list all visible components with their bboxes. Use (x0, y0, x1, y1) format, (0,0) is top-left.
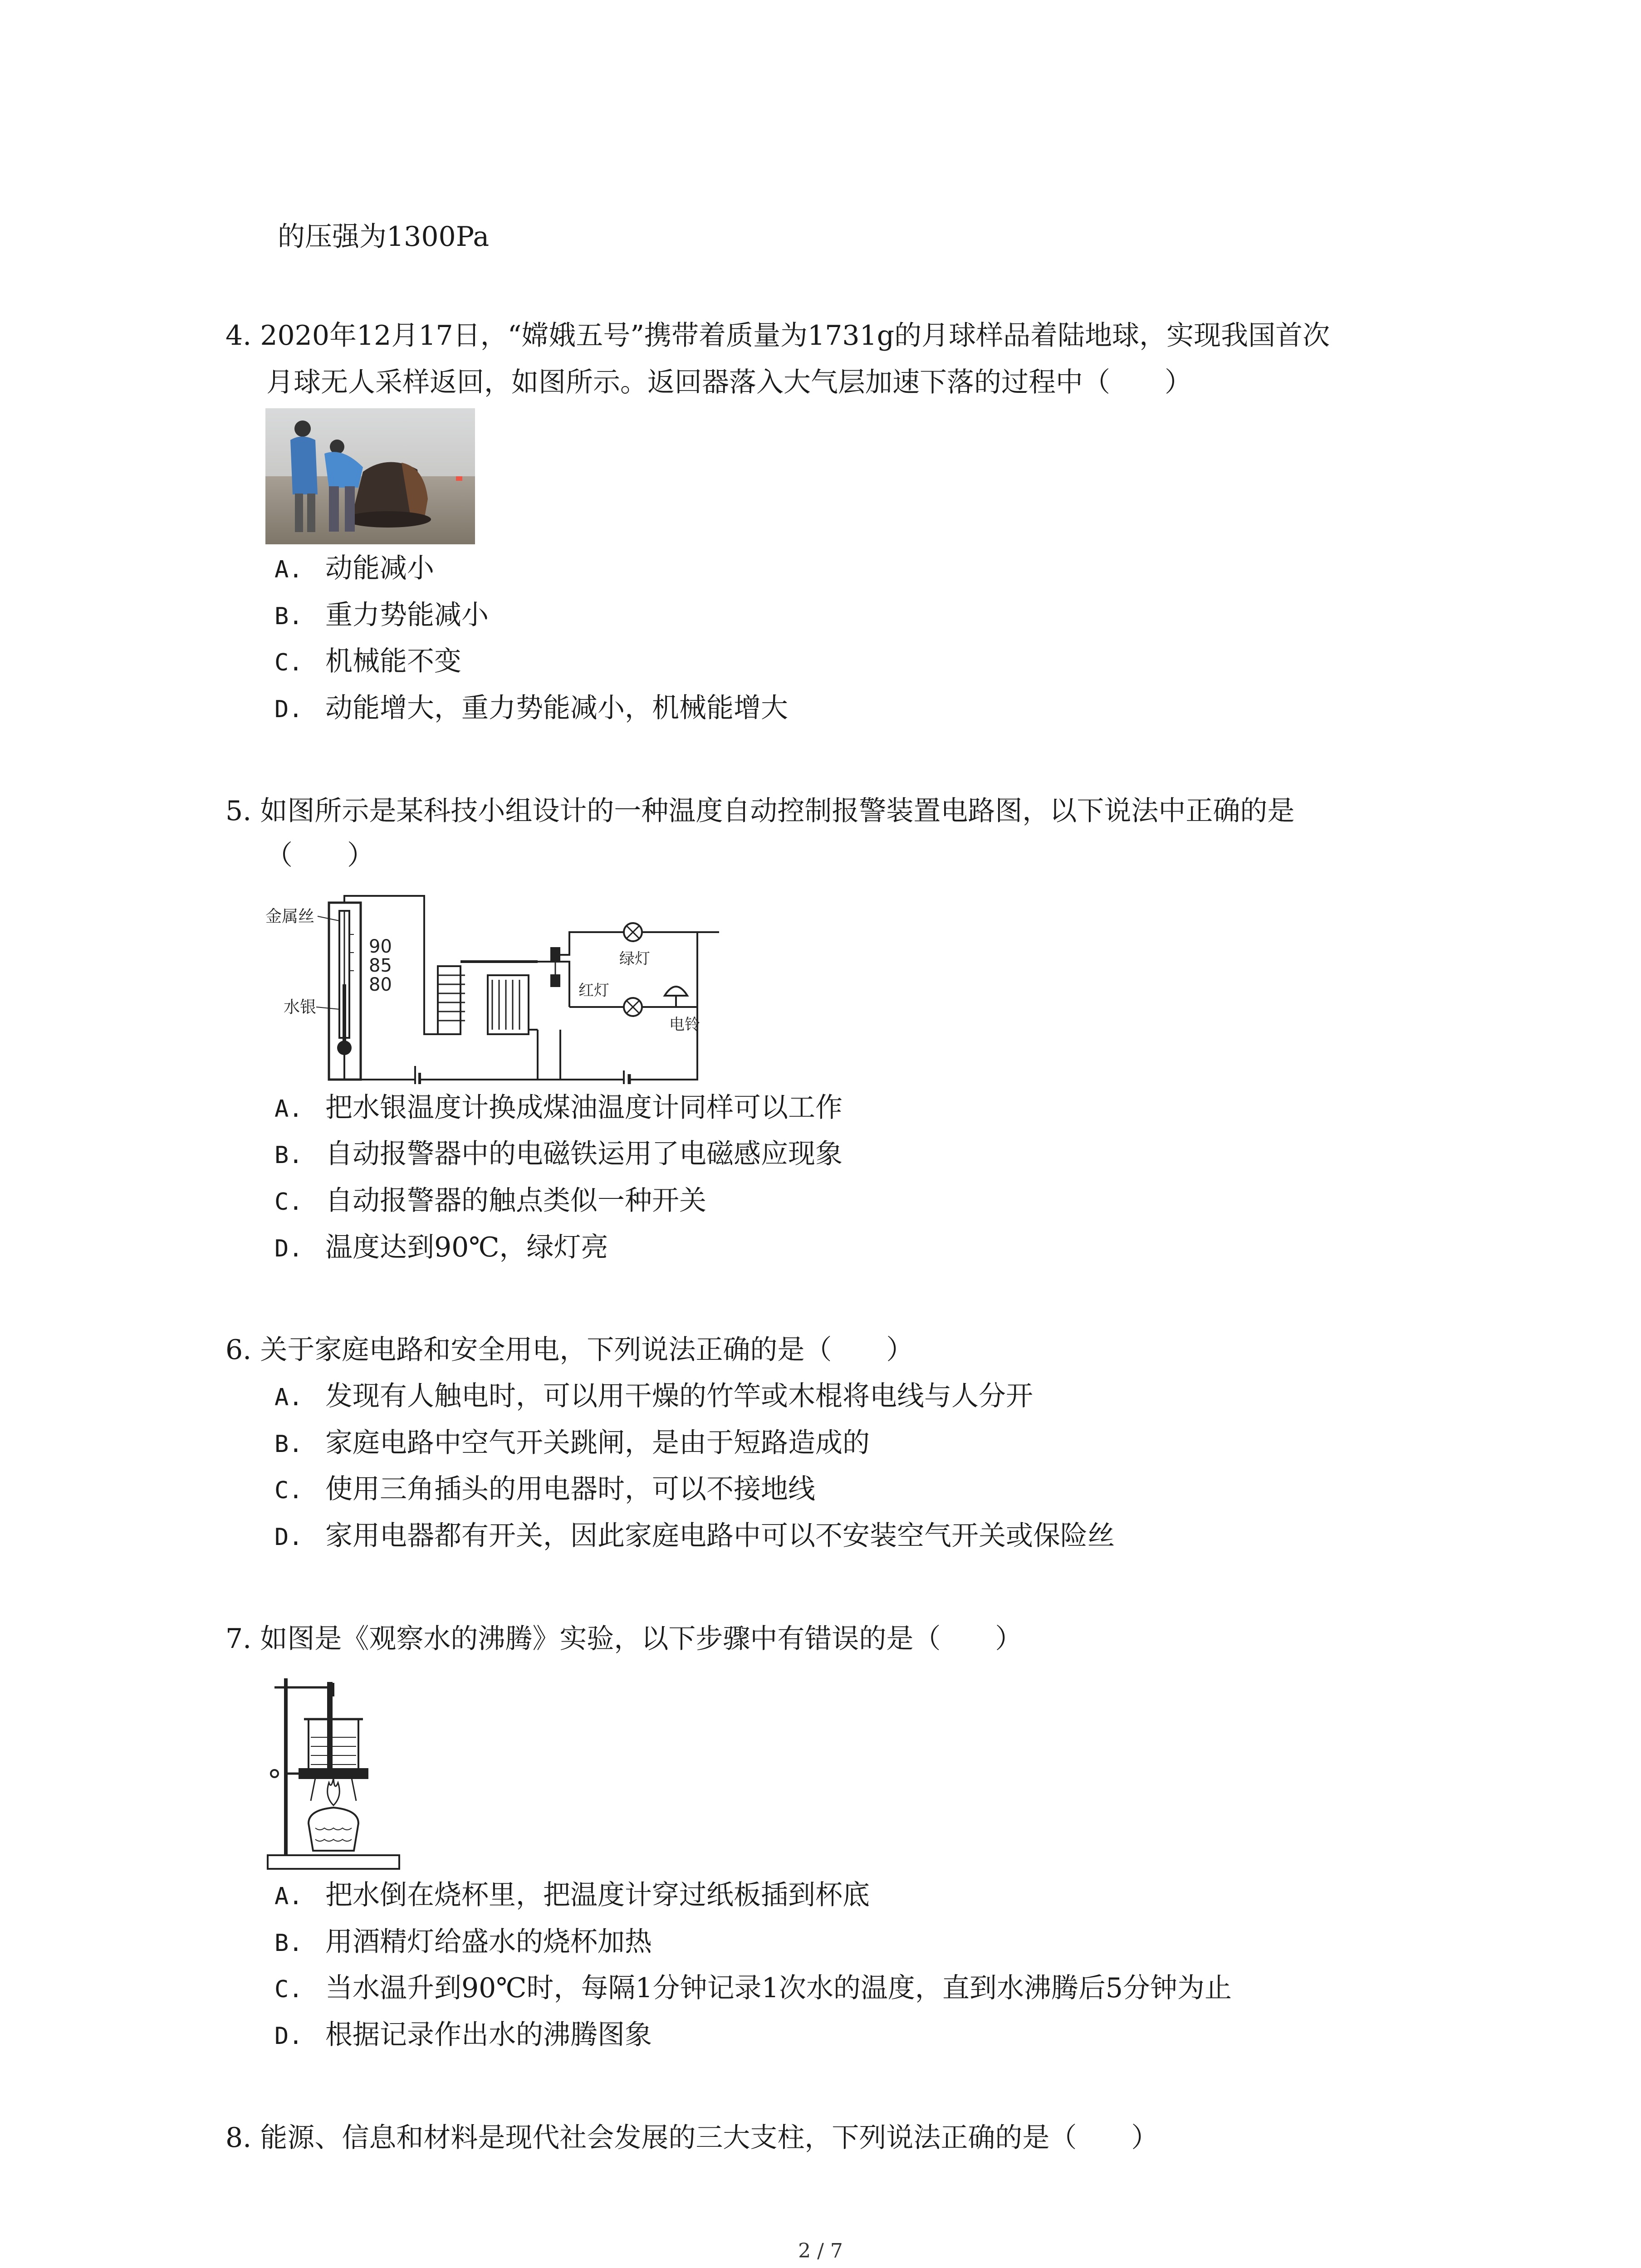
q5-option-c: C. 自动报警器的触点类似一种开关 (274, 1185, 706, 1217)
q4-capsule-photo (265, 408, 475, 544)
q8-stem: 8. 能源、信息和材料是现代社会发展的三大支柱，下列说法正确的是（ ） (225, 2122, 1159, 2154)
q5-option-a: A. 把水银温度计换成煤油温度计同样可以工作 (274, 1092, 843, 1124)
q5-tick-85: 85 (369, 955, 392, 976)
q4-option-b: B. 重力势能减小 (274, 599, 489, 631)
q7-option-b: B. 用酒精灯给盛水的烧杯加热 (274, 1926, 652, 1958)
q6-option-a: A. 发现有人触电时，可以用干燥的竹竿或木棍将电线与人分开 (274, 1380, 1033, 1412)
q4-option-a: A. 动能减小 (274, 552, 434, 584)
q6-option-b: B. 家庭电路中空气开关跳闸，是由于短路造成的 (274, 1427, 870, 1459)
q6-option-d: D. 家用电器都有开关，因此家庭电路中可以不安装空气开关或保险丝 (274, 1520, 1115, 1552)
q4-stem-line1: 4. 2020年12月17日，“嫦娥五号”携带着质量为1731g的月球样品着陆地球，实现我国首次 (225, 320, 1330, 352)
q3-tail: 的压强为1300Pa (278, 221, 490, 253)
q6-stem: 6. 关于家庭电路和安全用电，下列说法正确的是（ ） (225, 1334, 914, 1366)
q5-label-metal-wire: 金属丝 (265, 907, 315, 926)
page-number: 2 / 7 (798, 2239, 843, 2263)
q5-option-d: D. 温度达到90℃，绿灯亮 (274, 1232, 608, 1263)
q5-label-bell: 电铃 (669, 1016, 700, 1034)
q4-option-c: C. 机械能不变 (274, 645, 461, 677)
q7-option-c: C. 当水温升到90℃时，每隔1分钟记录1次水的温度，直到水沸腾后5分钟为止 (274, 1972, 1232, 2004)
q6-option-c: C. 使用三角插头的用电器时，可以不接地线 (274, 1473, 815, 1505)
q7-stem: 7. 如图是《观察水的沸腾》实验，以下步骤中有错误的是（ ） (225, 1623, 1023, 1655)
q5-label-mercury: 水银 (284, 998, 317, 1017)
q4-stem-line2: 月球无人采样返回，如图所示。返回器落入大气层加速下落的过程中（ ） (266, 367, 1192, 398)
q5-label-red-lamp: 红灯 (578, 982, 609, 1000)
q5-circuit-diagram (265, 894, 719, 1084)
q7-boiling-apparatus (265, 1669, 406, 1873)
q7-option-a: A. 把水倒在烧杯里，把温度计穿过纸板插到杯底 (274, 1879, 870, 1911)
q5-tick-90: 90 (369, 936, 392, 957)
q5-stem-line2: （ ） (265, 840, 374, 871)
q5-label-green-lamp: 绿灯 (619, 950, 650, 968)
q5-tick-80: 80 (369, 974, 392, 995)
q4-option-d: D. 动能增大，重力势能减小，机械能增大 (274, 692, 788, 724)
q7-option-d: D. 根据记录作出水的沸腾图象 (274, 2019, 652, 2051)
q5-option-b: B. 自动报警器中的电磁铁运用了电磁感应现象 (274, 1138, 843, 1170)
q5-stem-line1: 5. 如图所示是某科技小组设计的一种温度自动控制报警装置电路图，以下说法中正确的是 (225, 795, 1295, 827)
